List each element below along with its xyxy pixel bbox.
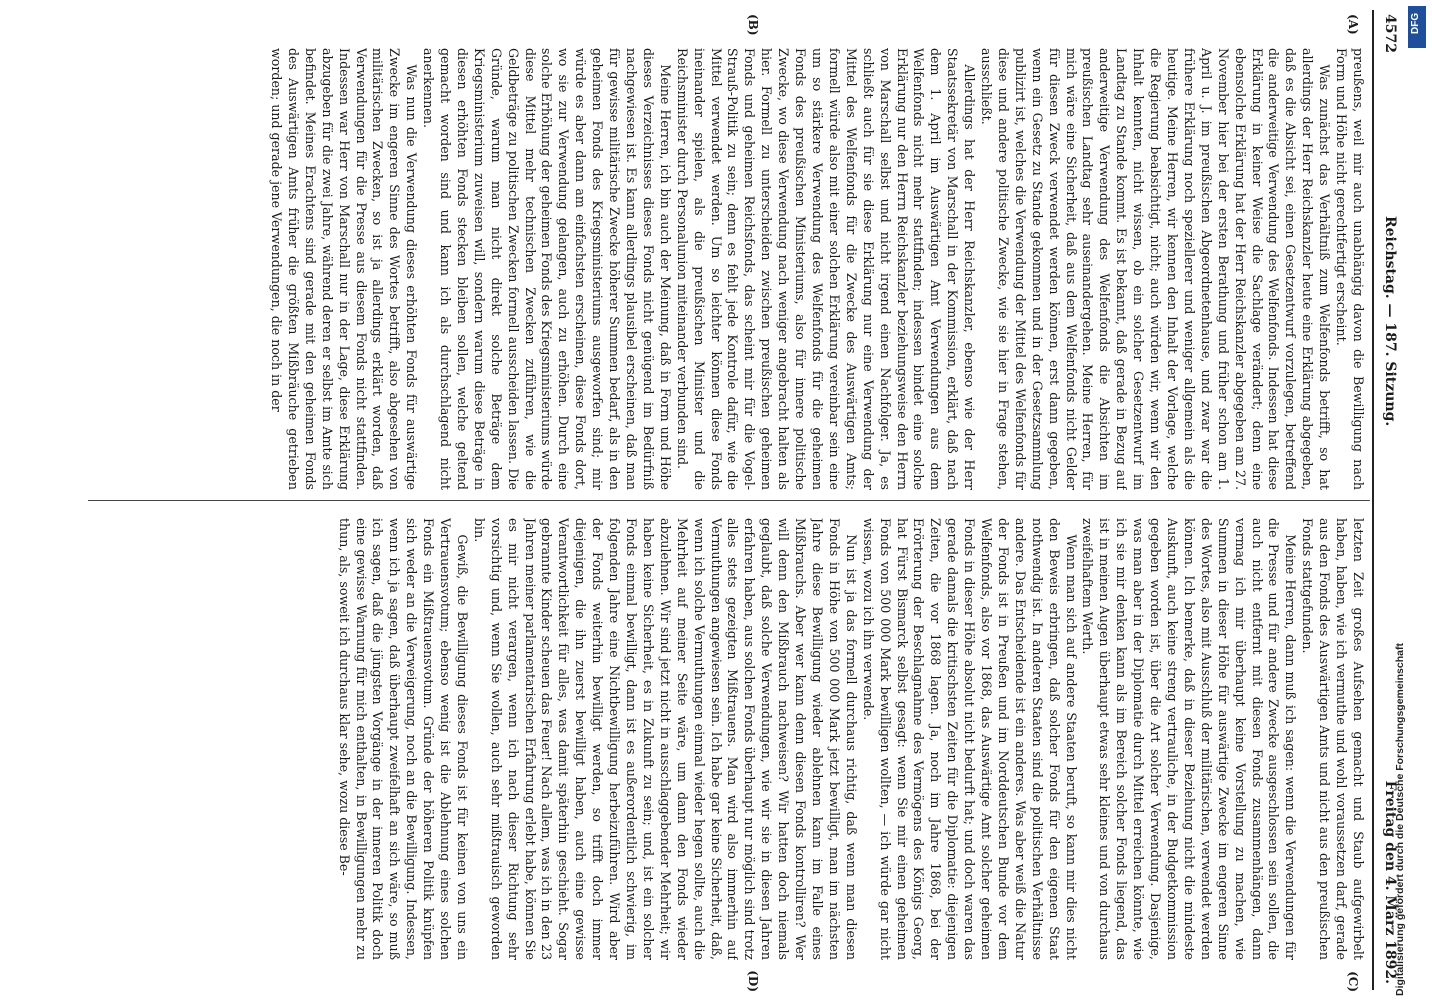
paragraph: Nun ist ja das formell durchaus richtig, daß wenn man diesen Fonds in Höhe von 500 000 Mark jetzt bewilligt, man im nächsten Jahre diese Bewilligung wieder ablehnen kann im Falle eines Mißbrauchs. Aber wer kann denn diesen Fonds kontrolliren? Wer will denn den Mißbrauch nachweisen? Wir hatten doch niemals geglaubt, daß solche Verwendungen, wie wir sie in diesen Jahren erfahren haben, aus solchen Fonds überhaupt nur möglich sind trotz alles stets gezeigten Mißtrauens. Man wird also immerhin auf Vermuthungen angewiesen sein. Ich habe gar keine Sicherheit, daß, wenn ich solche Vermuthungen einmal wieder hegen sollte, auch die Mehrheit auf meiner Seite wäre, um dann den Fonds wieder abzulehnen. Wir sind jetzt nicht in ausschlaggebender Mehrheit; wir haben keine Sicherheit, es in Zukunft zu sein; und, ist ein solcher Fonds einmal bewilligt, dann ist es außerordentlich schwierig, im folgenden Jahre eine Nichtbewilligung herbeizuführen. Wird aber der Fonds weiterhin bewilligt werden, so trifft doch immer diejenigen, die ihn zuerst bewilligt haben, auch eine gewisse Verantwortlichkeit für alles, was damit späterhin geschieht. Sogar gebrannte Kinder scheuen das Feuer! Nach allem, was ich in den 23 Jahren meiner parlamentarischen Erfahrung erlebt habe, können Sie es mir nicht verargen, wenn ich nach dieser Richtung sehr vorsichtig und, wenn Sie wollen, auch sehr mißtrauisch geworden bin. <box>471 518 859 960</box>
margin-marker-a: (A) <box>1346 14 1360 35</box>
column-divider <box>88 500 1370 501</box>
logo-text: DFG <box>1410 12 1421 34</box>
text-column-left <box>86 48 1366 490</box>
dfg-logo <box>1408 6 1426 48</box>
session-title: Reichstag. — 187. Sitzung. <box>1382 216 1398 427</box>
margin-marker-b: (B) <box>746 14 760 36</box>
digitization-credit: Digitalisierung gefördert durch die Deutsche Forschungsgemeinschaft <box>1394 643 1406 996</box>
paragraph: Meine Herren, ich bin auch der Meinung, daß in Form und Höhe dieses Verzeichnisses dieses Fonds nicht genügend im Bedürfniß nachgewiesen ist. Es kann allerdings plausibel erscheinen, daß man für gewisse militärische Zwecke höherer Summen bedarf, als in den geheimen Fonds des Kriegsministeriums ausgeworfen sind; mir würde es aber dann am einfachsten erscheinen, diese Fonds dort, wo sie zur Verwendung gelangen, auch zu erhöhen. Durch eine solche Erhöhung der geheimen Fonds des Kriegsministeriums würde diese Mittel mehr technischen Zwecken zuführen, wie die Geldbeträge zu politischen Zwecken formell ausscheiden lassen. Die Gründe, warum man nicht direkt solche Beträge dem Kriegsministerium zuweisen will, sondern warum diese Beträge in diesen erhöhten Fonds stecken bleiben sollen, welche geltend gemacht worden sind und kann ich als durchschlagend nicht anerkennen. <box>421 48 673 490</box>
page-number: 4572 <box>1382 14 1398 53</box>
margin-marker-d: (D) <box>746 970 760 992</box>
paragraph: Meine Herren, dann muß ich sagen: wenn die Verwendungen für die Presse und für andere Zwecke ausgeschlossen sein sollen, die auch nicht entfernt mit diesen Fonds zusammenhängen, dann vermag ich mir überhaupt keine Vorstellung zu machen, wie Summen in dieser Höhe für auswärtige Zwecke im engeren Sinne des Wortes, also mit Ausschluß der militärischen, verwendet werden können. Ich bemerke, daß in dieser Beziehung nicht die mindeste Auskunft, auch keine streng vertrauliche, in der Budgetkommission gegeben worden ist, über die Art solcher Verwendung. Dasjenige, was man aber in der Diplomatie durch Mittel erreichen könnte, wie ich sie mir denken kann als im Bereich solcher Fonds liegend, das ist in meinen Augen überhaupt etwas sehr kleines und von durchaus zweifelhaftem Werth. <box>1080 518 1299 960</box>
session-date: Freitag den 4. März 1892. <box>1382 780 1398 984</box>
paragraph: letzten Zeit großes Aufsehen gemacht und Staub aufgewirbelt haben, haben, wie ich vermuthe und wohl voraussetzen darf, gerade aus den Fonds des Auswärtigen Amts und nicht aus den preußischen Fonds stattgefunden. <box>1300 518 1366 960</box>
paragraph: Allerdings hat der Herr Reichskanzler, ebenso wie der Herr Staatssekretär von Marschall in der Kommission, erklärt, daß nach dem 1. April im Auswärtigen Amt Verwendungen aus dem Welfenfonds nicht mehr stattfinden; indessen bindet eine solche Erklärung nur den Herrn Reichskanzler beziehungsweise den Herrn von Marschall selbst und nicht irgend einen Nachfolger. Ja, es schließt auch für sie diese Erklärung nur eine Verwendung der Mittel des Welfenfonds für die Zwecke des Auswärtigen Amts; formell würde also mit einer solchen Erklärung vereinbar sein eine um so stärkere Verwendung des Welfenfonds für die geheimen Fonds des preußischen Ministeriums, also für innere politische Zwecke, wo diese Verwendung nach weniger angebracht halten als hier. Formell zu unterscheiden zwischen preußischen geheimen Fonds und geheimen Reichsfonds, das scheint mir für die Vogel-Strauß-Politik zu sein; denn es fehlt jede Kontrole dafür, wie die Mittel verwendet werden. Um so leichter können diese Fonds ineinander spielen, als die preußischen Minister und die Reichsminister durch Personalunion miteinander verbunden sind. <box>674 48 978 490</box>
paragraph: Was zunächst das Verhältniß zum Welfenfonds betrifft, so hat allerdings der Herr Reichskanzler heute eine Erklärung abgegeben, daß es die Absicht sei, einen Gesetzentwurf vorzulegen, betreffend die anderweitige Verwendung des Welfenfonds. Indessen hat diese Erklärung in keiner Weise die Sachlage verändert; denn eine ebensolche Erklärung hat der Herr Reichskanzler abgegeben am 27. November hier bei der ersten Berathung und früher schon am 1. April u. J. im preußischen Abgeordnetenhause, und zwar war die frühere Erklärung noch speziellerer und weniger allgemein als die heutige. Meine Herren, wir kennen den Inhalt der Vorlage, welche die Regierung beabsichtigt, nicht; auch würden wir, wenn wir den Inhalt kennten, nicht wissen, ob ein solcher Gesetzentwurf im Landtag zu Stande kommt. Es ist bekannt, daß gerade in Bezug auf anderweitige Verwendung des Welfenfonds die Absichten im preußischen Landtag sehr auseinandergehen. Meine Herren, für mich wäre eine Sicherheit, daß aus dem Welfenfonds nicht Gelder für diesen Zweck verwendet werden können, erst dann gegeben, wenn ein Gesetz zu Stande gekommen und in der Gesetzsammlung publizirt ist, welches die Verwendung der Mittel des Welfenfonds für diese und andere politische Zwecke, wie sie hier in Frage stehen, ausschließt. <box>979 48 1333 490</box>
printed-sheet <box>80 6 1400 994</box>
text-column-right <box>86 518 1366 960</box>
paragraph: preußens, weil mir auch unabhängig davon die Bewilligung nach Form und Höhe nicht gerechtfertigt erscheint. <box>1334 48 1366 490</box>
header-rule <box>1373 10 1375 990</box>
paragraph: Gewiß, die Bewilligung dieses Fonds ist für keinen von uns ein Vertrauensvotum; ebenso wenig ist die Ablehnung eines solchen Fonds ein Mißtrauensvotum. Gründe der höheren Politik knüpfen sich weder an die Verweigerung, noch an die Bewilligung. Indessen, wenn ich ja sagen, daß überhaupt zweifelhaft an sich wäre, so muß ich sagen, daß die jüngsten Vorgänge in der inneren Politik doch eine gewisse Warnung für mich enthalten, in Bewilligungen mehr zu thun, als, soweit ich durchaus klar sehe, wozu diese Be- <box>336 518 470 960</box>
margin-marker-c: (C) <box>1346 971 1360 992</box>
paragraph: Wenn man sich auf andere Staaten beruft, so kann mir dies nicht den Beweis erbringen, daß solcher Fonds für den eigenen Staat nothwendig ist. In anderen Staaten sind die politischen Verhältnisse andere. Das Entscheidende ist ein anderes. Was aber weiß die Natur der Fonds ist in Preußen und im Norddeutschen Bunde vor dem Welfenfonds, also vor 1868, das Auswärtige Amt solcher geheimen Fonds in dieser Höhe absolut nicht bedurft hat; und doch waren das gerade damals die kritischsten Zeiten für die Diplomatie: diejenigen Zeiten, die vor 1868 lagen. Ja, noch im Jahre 1868, bei der Erörterung der Beschlagnahme des Vermögens des Königs Georg, hat Fürst Bismarck selbst gesagt: wenn Sie mir einen geheimen Fonds von 500 000 Mark bewilligen wollten, — ich würde gar nicht wissen, wozu ich ihn verwende. <box>860 518 1079 960</box>
paragraph: Was nun die Verwendung dieses erhöhten Fonds für auswärtige Zwecke im engeren Sinne des Wortes betrifft, also abgesehen von militärischen Zwecken, so ist ja allerdings erklärt worden, daß Verwendungen für die Presse aus diesem Fonds nicht stattfinden. Indessen war Herr von Marschall nur in der Lage, diese Erklärung abzugeben für die zwei Jahre, während deren er selbst im Amte sich befindet. Meines Erachtens sind gerade mit den geheimen Fonds des Auswärtigen Amts früher die größten Mißbräuche getrieben worden; und gerade jene Verwendungen, die noch in der <box>269 48 420 490</box>
